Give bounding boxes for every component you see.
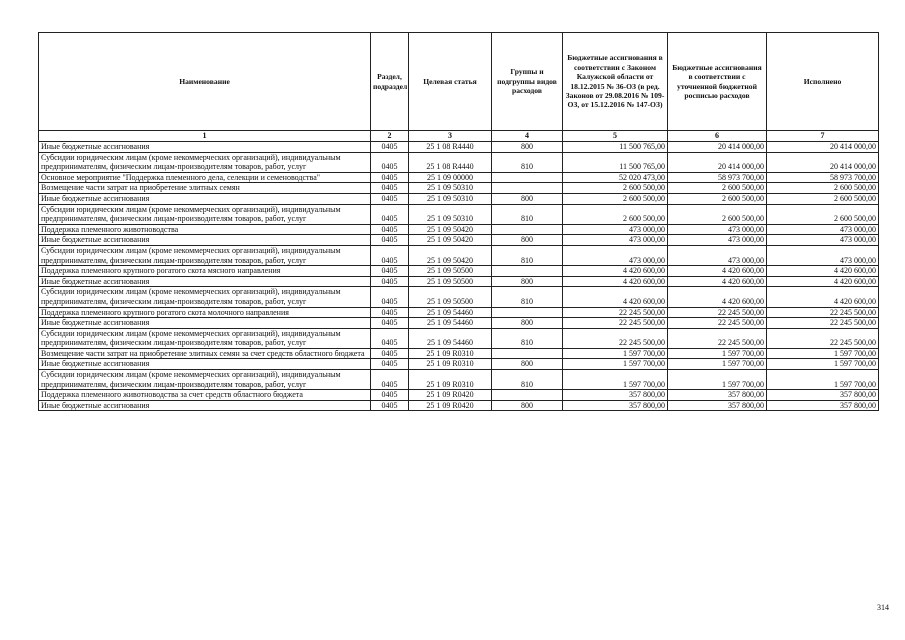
row-value-executed: 473 000,00 bbox=[767, 224, 879, 235]
row-value-refined: 58 973 700,00 bbox=[668, 172, 767, 183]
row-name: Субсидии юридическим лицам (кроме некоммерческих организаций), индивидуальным предпринимателям, физическим лицам-производителям товаров, работ, услуг bbox=[39, 328, 371, 348]
row-value-executed: 22 245 500,00 bbox=[767, 318, 879, 329]
column-number: 2 bbox=[371, 131, 409, 142]
column-number-row bbox=[39, 131, 879, 142]
row-target: 25 1 09 54460 bbox=[409, 307, 492, 318]
header-groups: Группы и подгруппы видов расходов bbox=[492, 33, 563, 131]
row-section: 0405 bbox=[371, 287, 409, 307]
column-number: 7 bbox=[767, 131, 879, 142]
row-name: Иные бюджетные ассигнования bbox=[39, 400, 371, 411]
table-row bbox=[39, 287, 879, 307]
row-group: 800 bbox=[492, 193, 563, 204]
row-value-refined: 4 420 600,00 bbox=[668, 276, 767, 287]
row-value-executed: 22 245 500,00 bbox=[767, 307, 879, 318]
row-value-executed: 1 597 700,00 bbox=[767, 370, 879, 390]
row-section: 0405 bbox=[371, 183, 409, 194]
row-name: Возмещение части затрат на приобретение элитных семян bbox=[39, 183, 371, 194]
row-name: Иные бюджетные ассигнования bbox=[39, 359, 371, 370]
row-value-refined: 2 600 500,00 bbox=[668, 204, 767, 224]
row-group bbox=[492, 266, 563, 277]
row-value-refined: 473 000,00 bbox=[668, 235, 767, 246]
row-value-refined: 20 414 000,00 bbox=[668, 152, 767, 172]
row-name: Возмещение части затрат на приобретение элитных семян за счет средств областного бюджета bbox=[39, 348, 371, 359]
row-target: 25 1 09 50310 bbox=[409, 204, 492, 224]
row-group: 800 bbox=[492, 359, 563, 370]
row-target: 25 1 09 R0310 bbox=[409, 370, 492, 390]
table-row bbox=[39, 400, 879, 411]
row-target: 25 1 09 50310 bbox=[409, 183, 492, 194]
row-name: Поддержка племенного крупного рогатого скота молочного направления bbox=[39, 307, 371, 318]
row-value-refined: 473 000,00 bbox=[668, 224, 767, 235]
row-value-law: 2 600 500,00 bbox=[563, 193, 668, 204]
row-name: Субсидии юридическим лицам (кроме некоммерческих организаций), индивидуальным предпринимателям, физическим лицам-производителям товаров, работ, услуг bbox=[39, 152, 371, 172]
row-section: 0405 bbox=[371, 307, 409, 318]
row-value-refined: 20 414 000,00 bbox=[668, 142, 767, 153]
column-number: 4 bbox=[492, 131, 563, 142]
table-row bbox=[39, 235, 879, 246]
row-group bbox=[492, 224, 563, 235]
header-section: Раздел, подраздел bbox=[371, 33, 409, 131]
row-value-refined: 1 597 700,00 bbox=[668, 370, 767, 390]
row-section: 0405 bbox=[371, 172, 409, 183]
row-name: Поддержка племенного животноводства за счет средств областного бюджета bbox=[39, 390, 371, 401]
row-target: 25 1 09 50420 bbox=[409, 245, 492, 265]
row-section: 0405 bbox=[371, 370, 409, 390]
row-value-refined: 22 245 500,00 bbox=[668, 318, 767, 329]
row-target: 25 1 09 R0310 bbox=[409, 359, 492, 370]
row-value-law: 1 597 700,00 bbox=[563, 370, 668, 390]
row-value-executed: 1 597 700,00 bbox=[767, 359, 879, 370]
row-target: 25 1 09 50310 bbox=[409, 193, 492, 204]
row-name: Иные бюджетные ассигнования bbox=[39, 142, 371, 153]
row-group: 800 bbox=[492, 235, 563, 246]
budget-table-container bbox=[38, 32, 878, 411]
row-section: 0405 bbox=[371, 318, 409, 329]
row-group bbox=[492, 172, 563, 183]
row-value-executed: 22 245 500,00 bbox=[767, 328, 879, 348]
table-row bbox=[39, 348, 879, 359]
row-target: 25 1 09 50420 bbox=[409, 224, 492, 235]
row-name: Основное мероприятие "Поддержка племенного дела, селекции и семеноводства" bbox=[39, 172, 371, 183]
row-name: Иные бюджетные ассигнования bbox=[39, 318, 371, 329]
row-value-refined: 357 800,00 bbox=[668, 400, 767, 411]
row-target: 25 1 09 54460 bbox=[409, 318, 492, 329]
table-row bbox=[39, 370, 879, 390]
row-value-law: 11 500 765,00 bbox=[563, 142, 668, 153]
row-value-law: 473 000,00 bbox=[563, 245, 668, 265]
row-name: Иные бюджетные ассигнования bbox=[39, 193, 371, 204]
column-number: 1 bbox=[39, 131, 371, 142]
row-name: Поддержка племенного крупного рогатого скота мясного направления bbox=[39, 266, 371, 277]
row-section: 0405 bbox=[371, 400, 409, 411]
header-col7: Исполнено bbox=[767, 33, 879, 131]
row-value-refined: 22 245 500,00 bbox=[668, 307, 767, 318]
row-value-law: 357 800,00 bbox=[563, 390, 668, 401]
header-row bbox=[39, 33, 879, 131]
table-row bbox=[39, 276, 879, 287]
row-section: 0405 bbox=[371, 348, 409, 359]
row-value-refined: 4 420 600,00 bbox=[668, 266, 767, 277]
budget-table bbox=[38, 32, 879, 411]
header-name: Наименование bbox=[39, 33, 371, 131]
row-group: 810 bbox=[492, 245, 563, 265]
table-row bbox=[39, 152, 879, 172]
row-section: 0405 bbox=[371, 142, 409, 153]
table-body bbox=[39, 142, 879, 411]
row-name: Субсидии юридическим лицам (кроме некоммерческих организаций), индивидуальным предпринимателям, физическим лицам-производителям товаров, работ, услуг bbox=[39, 204, 371, 224]
row-value-law: 1 597 700,00 bbox=[563, 348, 668, 359]
row-section: 0405 bbox=[371, 235, 409, 246]
row-group: 800 bbox=[492, 318, 563, 329]
header-target: Целевая статья bbox=[409, 33, 492, 131]
row-target: 25 1 09 50500 bbox=[409, 276, 492, 287]
table-row bbox=[39, 224, 879, 235]
row-section: 0405 bbox=[371, 193, 409, 204]
row-section: 0405 bbox=[371, 245, 409, 265]
row-target: 25 1 09 50420 bbox=[409, 235, 492, 246]
row-target: 25 1 09 50500 bbox=[409, 287, 492, 307]
row-target: 25 1 09 R0420 bbox=[409, 400, 492, 411]
table-row bbox=[39, 266, 879, 277]
column-number: 5 bbox=[563, 131, 668, 142]
row-value-law: 22 245 500,00 bbox=[563, 318, 668, 329]
row-group: 810 bbox=[492, 152, 563, 172]
row-value-executed: 2 600 500,00 bbox=[767, 204, 879, 224]
row-name: Иные бюджетные ассигнования bbox=[39, 235, 371, 246]
row-group bbox=[492, 183, 563, 194]
table-row bbox=[39, 183, 879, 194]
row-value-executed: 357 800,00 bbox=[767, 400, 879, 411]
row-value-executed: 4 420 600,00 bbox=[767, 287, 879, 307]
row-value-refined: 1 597 700,00 bbox=[668, 359, 767, 370]
row-value-refined: 357 800,00 bbox=[668, 390, 767, 401]
row-section: 0405 bbox=[371, 390, 409, 401]
row-value-law: 22 245 500,00 bbox=[563, 328, 668, 348]
row-value-executed: 473 000,00 bbox=[767, 245, 879, 265]
row-name: Субсидии юридическим лицам (кроме некоммерческих организаций), индивидуальным предпринимателям, физическим лицам-производителям товаров, работ, услуг bbox=[39, 287, 371, 307]
row-value-refined: 473 000,00 bbox=[668, 245, 767, 265]
row-group bbox=[492, 348, 563, 359]
row-group: 810 bbox=[492, 370, 563, 390]
row-group: 800 bbox=[492, 400, 563, 411]
row-value-executed: 20 414 000,00 bbox=[767, 152, 879, 172]
row-value-refined: 2 600 500,00 bbox=[668, 183, 767, 194]
row-value-law: 357 800,00 bbox=[563, 400, 668, 411]
table-row bbox=[39, 245, 879, 265]
row-value-law: 2 600 500,00 bbox=[563, 183, 668, 194]
table-row bbox=[39, 204, 879, 224]
column-number: 3 bbox=[409, 131, 492, 142]
row-target: 25 1 08 R4440 bbox=[409, 142, 492, 153]
row-value-executed: 4 420 600,00 bbox=[767, 276, 879, 287]
row-group: 810 bbox=[492, 287, 563, 307]
table-row bbox=[39, 193, 879, 204]
column-number: 6 bbox=[668, 131, 767, 142]
table-row bbox=[39, 328, 879, 348]
row-name: Субсидии юридическим лицам (кроме некоммерческих организаций), индивидуальным предпринимателям, физическим лицам-производителям товаров, работ, услуг bbox=[39, 245, 371, 265]
row-value-refined: 22 245 500,00 bbox=[668, 328, 767, 348]
row-group: 810 bbox=[492, 328, 563, 348]
row-name: Субсидии юридическим лицам (кроме некоммерческих организаций), индивидуальным предпринимателям, физическим лицам-производителям товаров, работ, услуг bbox=[39, 370, 371, 390]
row-value-law: 22 245 500,00 bbox=[563, 307, 668, 318]
row-group: 800 bbox=[492, 276, 563, 287]
header-col5: Бюджетные ассигнования в соответствии с Законом Калужской области от 18.12.2015 № 36-ОЗ (в ред. Законов от 29.08.2016 № 109-ОЗ, от 15.12.2016 № 147-ОЗ) bbox=[563, 33, 668, 131]
row-value-law: 52 020 473,00 bbox=[563, 172, 668, 183]
row-name: Иные бюджетные ассигнования bbox=[39, 276, 371, 287]
row-section: 0405 bbox=[371, 328, 409, 348]
row-group bbox=[492, 390, 563, 401]
row-group bbox=[492, 307, 563, 318]
row-value-law: 1 597 700,00 bbox=[563, 359, 668, 370]
row-section: 0405 bbox=[371, 152, 409, 172]
row-target: 25 1 08 R4440 bbox=[409, 152, 492, 172]
table-row bbox=[39, 172, 879, 183]
row-target: 25 1 09 R0310 bbox=[409, 348, 492, 359]
row-section: 0405 bbox=[371, 276, 409, 287]
row-value-executed: 473 000,00 bbox=[767, 235, 879, 246]
row-value-law: 4 420 600,00 bbox=[563, 276, 668, 287]
row-value-law: 4 420 600,00 bbox=[563, 287, 668, 307]
row-target: 25 1 09 50500 bbox=[409, 266, 492, 277]
table-row bbox=[39, 307, 879, 318]
row-value-law: 473 000,00 bbox=[563, 224, 668, 235]
header-col6: Бюджетные ассигнования в соответствии с уточненной бюджетной росписью расходов bbox=[668, 33, 767, 131]
row-group: 810 bbox=[492, 204, 563, 224]
row-value-refined: 4 420 600,00 bbox=[668, 287, 767, 307]
row-value-law: 473 000,00 bbox=[563, 235, 668, 246]
row-value-executed: 2 600 500,00 bbox=[767, 193, 879, 204]
row-section: 0405 bbox=[371, 266, 409, 277]
row-name: Поддержка племенного животноводства bbox=[39, 224, 371, 235]
row-value-refined: 1 597 700,00 bbox=[668, 348, 767, 359]
row-value-law: 4 420 600,00 bbox=[563, 266, 668, 277]
page-number: 314 bbox=[877, 603, 889, 612]
row-section: 0405 bbox=[371, 359, 409, 370]
row-group: 800 bbox=[492, 142, 563, 153]
row-target: 25 1 09 00000 bbox=[409, 172, 492, 183]
table-row bbox=[39, 359, 879, 370]
row-target: 25 1 09 54460 bbox=[409, 328, 492, 348]
row-value-executed: 357 800,00 bbox=[767, 390, 879, 401]
table-row bbox=[39, 390, 879, 401]
row-section: 0405 bbox=[371, 224, 409, 235]
row-value-law: 11 500 765,00 bbox=[563, 152, 668, 172]
row-value-executed: 2 600 500,00 bbox=[767, 183, 879, 194]
row-value-executed: 4 420 600,00 bbox=[767, 266, 879, 277]
table-row bbox=[39, 142, 879, 153]
row-value-executed: 58 973 700,00 bbox=[767, 172, 879, 183]
row-value-law: 2 600 500,00 bbox=[563, 204, 668, 224]
row-value-executed: 1 597 700,00 bbox=[767, 348, 879, 359]
row-target: 25 1 09 R0420 bbox=[409, 390, 492, 401]
row-value-executed: 20 414 000,00 bbox=[767, 142, 879, 153]
row-section: 0405 bbox=[371, 204, 409, 224]
table-row bbox=[39, 318, 879, 329]
row-value-refined: 2 600 500,00 bbox=[668, 193, 767, 204]
